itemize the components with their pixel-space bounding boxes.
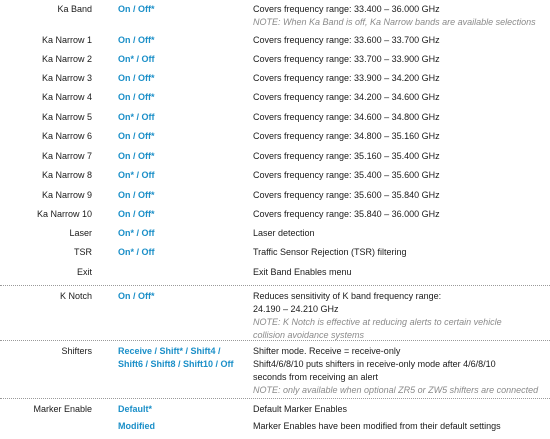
description-line: Covers frequency range: 34.200 – 34.600 GHz	[253, 92, 440, 102]
description-line: Covers frequency range: 33.900 – 34.200 GHz	[253, 73, 440, 83]
setting-options	[118, 345, 248, 371]
option-text: Receive / Shift* / Shift4 /	[118, 346, 221, 356]
setting-options	[118, 246, 248, 259]
setting-name: K Notch	[59, 291, 92, 301]
note-line: NOTE: When Ka Band is off, Ka Narrow bands are available selections	[253, 17, 536, 27]
setting-name: Ka Band	[57, 4, 92, 14]
description-line: 24.190 – 24.210 GHz	[253, 304, 339, 314]
description-line: Covers frequency range: 33.400 – 36.000 GHz	[253, 4, 440, 14]
setting-options	[118, 227, 248, 240]
setting-name: Ka Narrow 3	[41, 73, 92, 83]
setting-options	[118, 91, 248, 104]
setting-description	[253, 111, 550, 124]
description-line: Default Marker Enables	[253, 404, 348, 414]
description-line: Reduces sensitivity of K band frequency range:	[253, 291, 442, 301]
description-line: Shifter mode. Receive = receive-only	[253, 346, 401, 356]
setting-description	[253, 34, 550, 47]
option-text: On* / Off	[118, 54, 155, 64]
setting-description	[253, 72, 550, 85]
setting-description	[253, 91, 550, 104]
setting-options	[118, 72, 248, 85]
note-line: NOTE: only available when optional ZR5 or ZW5 shifters are connected	[253, 385, 539, 395]
option-text: On / Off*	[118, 92, 155, 102]
setting-description	[253, 246, 550, 259]
setting-options	[118, 208, 248, 221]
description-line: Covers frequency range: 34.800 – 35.160 GHz	[253, 131, 440, 141]
setting-name: Ka Narrow 6	[41, 131, 92, 141]
setting-name: TSR	[74, 247, 92, 257]
setting-name: Ka Narrow 7	[41, 151, 92, 161]
option-text: On / Off*	[118, 151, 155, 161]
option-text: On / Off*	[118, 131, 155, 141]
setting-description	[253, 130, 550, 143]
description-line: Covers frequency range: 35.600 – 35.840 GHz	[253, 190, 440, 200]
setting-description	[253, 208, 550, 221]
description-line: Covers frequency range: 34.600 – 34.800 GHz	[253, 112, 440, 122]
option-text: On / Off*	[118, 209, 155, 219]
setting-name: Ka Narrow 9	[41, 190, 92, 200]
setting-description	[253, 3, 550, 29]
option-text: Modified	[118, 421, 155, 431]
description-line: Covers frequency range: 35.840 – 36.000 GHz	[253, 209, 440, 219]
option-text: On* / Off	[118, 170, 155, 180]
setting-options	[118, 169, 248, 182]
setting-options	[118, 189, 248, 202]
setting-description	[253, 345, 550, 397]
setting-options	[118, 111, 248, 124]
description-line: Shift4/6/8/10 puts shifters in receive-only mode after 4/6/8/10	[253, 359, 496, 369]
description-line: Laser detection	[253, 228, 315, 238]
setting-name: Ka Narrow 2	[41, 54, 92, 64]
option-text: On* / Off	[118, 247, 155, 257]
setting-options	[118, 34, 248, 47]
setting-name: Exit	[76, 267, 92, 277]
description-line: Covers frequency range: 33.600 – 33.700 GHz	[253, 35, 440, 45]
option-text: On / Off*	[118, 291, 155, 301]
option-text: On / Off*	[118, 35, 155, 45]
description-line: Covers frequency range: 35.400 – 35.600 GHz	[253, 170, 440, 180]
setting-options	[118, 420, 248, 433]
note-line: collision avoidance systems	[253, 330, 365, 340]
option-text: On / Off*	[118, 73, 155, 83]
note-line: NOTE: K Notch is effective at reducing alerts to certain vehicle	[253, 317, 502, 327]
setting-description	[253, 53, 550, 66]
setting-description	[253, 189, 550, 202]
setting-name: Ka Narrow 5	[41, 112, 92, 122]
option-text: On* / Off	[118, 228, 155, 238]
description-line: Marker Enables have been modified from their default settings	[253, 421, 501, 431]
description-line: seconds from receiving an alert	[253, 372, 379, 382]
option-text: Shift6 / Shift8 / Shift10 / Off	[118, 359, 234, 369]
row-divider	[0, 398, 550, 399]
setting-options	[118, 3, 248, 16]
description-line: Traffic Sensor Rejection (TSR) filtering	[253, 247, 407, 257]
description-line: Covers frequency range: 35.160 – 35.400 GHz	[253, 151, 440, 161]
option-text: On / Off*	[118, 190, 155, 200]
setting-options	[118, 290, 248, 303]
setting-description	[253, 403, 550, 416]
setting-name: Ka Narrow 4	[41, 92, 92, 102]
setting-description	[253, 266, 550, 279]
option-text: Default*	[118, 404, 153, 414]
description-line: Covers frequency range: 33.700 – 33.900 GHz	[253, 54, 440, 64]
setting-options	[118, 53, 248, 66]
setting-description	[253, 150, 550, 163]
setting-description	[253, 227, 550, 240]
setting-description	[253, 169, 550, 182]
setting-options	[118, 403, 248, 416]
row-divider	[0, 285, 550, 286]
setting-name: Ka Narrow 10	[36, 209, 92, 219]
setting-name: Shifters	[61, 346, 92, 356]
setting-name: Ka Narrow 8	[41, 170, 92, 180]
setting-description	[253, 290, 550, 342]
option-text: On / Off*	[118, 4, 155, 14]
setting-options	[118, 130, 248, 143]
option-text: On* / Off	[118, 112, 155, 122]
description-line: Exit Band Enables menu	[253, 267, 352, 277]
setting-options	[118, 150, 248, 163]
setting-name: Laser	[69, 228, 92, 238]
setting-name: Marker Enable	[33, 404, 92, 414]
setting-description	[253, 420, 550, 433]
row-divider	[0, 340, 550, 341]
setting-name: Ka Narrow 1	[41, 35, 92, 45]
